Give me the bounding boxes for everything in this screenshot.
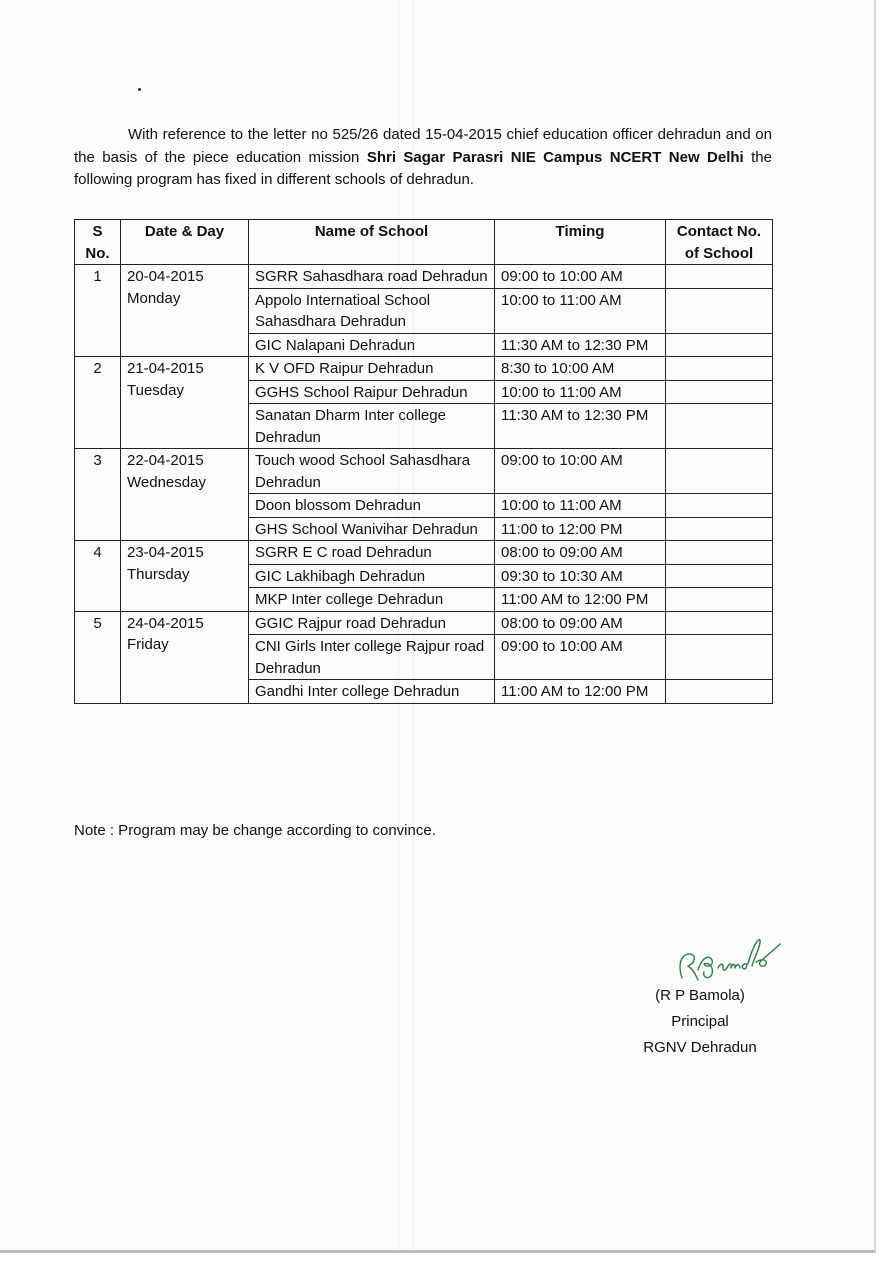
program-schedule-table xyxy=(74,219,773,704)
intro-text-2: the following program has fixed in different schools of dehradun. xyxy=(74,148,772,188)
timing-cell: 08:00 to 09:00 AM xyxy=(495,611,666,635)
contact-number-cell xyxy=(666,333,773,357)
timing-cell: 09:00 to 10:00 AM xyxy=(495,449,666,494)
header-contact: Contact No. of School xyxy=(666,220,773,265)
signatory-block xyxy=(630,983,770,1061)
date-text: 20-04-2015 xyxy=(127,268,204,285)
timing-cell: 09:30 to 10:30 AM xyxy=(495,564,666,588)
table-header-row xyxy=(75,220,773,265)
table-body xyxy=(75,265,773,704)
timing-cell: 11:00 AM to 12:00 PM xyxy=(495,680,666,704)
serial-number-cell: 3 xyxy=(75,449,121,541)
contact-number-cell xyxy=(666,288,773,333)
timing-cell: 11:00 AM to 12:00 PM xyxy=(495,588,666,612)
serial-number-cell: 5 xyxy=(75,611,121,703)
timing-cell: 8:30 to 10:00 AM xyxy=(495,357,666,381)
date-day-cell xyxy=(121,541,249,612)
day-text: Monday xyxy=(127,289,181,307)
date-day-cell xyxy=(121,611,249,703)
serial-number-cell: 4 xyxy=(75,541,121,612)
signature-image xyxy=(668,918,788,988)
timing-cell: 11:30 AM to 12:30 PM xyxy=(495,333,666,357)
table-row xyxy=(75,357,773,381)
intro-text-1: With reference to the letter no 525/26 dated 15-04-2015 chief education officer dehradun and on the basis of the piece education mission xyxy=(74,126,772,166)
contact-number-cell xyxy=(666,541,773,565)
contact-number-cell xyxy=(666,494,773,518)
date-day-cell xyxy=(121,357,249,449)
school-name-cell: CNI Girls Inter college Rajpur road Dehradun xyxy=(249,635,495,680)
serial-number-cell: 2 xyxy=(75,357,121,449)
ink-speck xyxy=(138,88,141,91)
date-day-cell xyxy=(121,265,249,357)
school-name-cell: K V OFD Raipur Dehradun xyxy=(249,357,495,381)
timing-cell: 10:00 to 11:00 AM xyxy=(495,494,666,518)
timing-cell: 09:00 to 10:00 AM xyxy=(495,635,666,680)
date-text: 24-04-2015 xyxy=(127,614,204,632)
timing-cell: 11:30 AM to 12:30 PM xyxy=(495,404,666,449)
header-school-name: Name of School xyxy=(249,220,495,265)
serial-number-cell: 1 xyxy=(75,265,121,357)
date-text: 23-04-2015 xyxy=(127,544,204,561)
timing-cell: 11:00 to 12:00 PM xyxy=(495,517,666,541)
day-text: Wednesday xyxy=(127,473,206,491)
school-name-cell: GGIC Rajpur road Dehradun xyxy=(249,611,495,635)
school-name-cell: MKP Inter college Dehradun xyxy=(249,588,495,612)
intro-bold-text: Shri Sagar Parasri NIE Campus NCERT New Delhi xyxy=(366,148,744,166)
school-name-cell: SGRR Sahasdhara road Dehradun xyxy=(249,265,495,289)
signatory-designation: Principal xyxy=(671,1013,729,1030)
timing-cell: 08:00 to 09:00 AM xyxy=(495,541,666,565)
contact-number-cell xyxy=(666,449,773,494)
contact-number-cell xyxy=(666,564,773,588)
timing-cell: 10:00 to 11:00 AM xyxy=(495,380,666,404)
day-text: Tuesday xyxy=(127,381,184,399)
contact-number-cell xyxy=(666,680,773,704)
intro-paragraph xyxy=(74,124,772,192)
contact-number-cell xyxy=(666,380,773,404)
timing-cell: 09:00 to 10:00 AM xyxy=(495,265,666,289)
date-text: 22-04-2015 xyxy=(127,452,204,469)
contact-number-cell xyxy=(666,517,773,541)
day-text: Friday xyxy=(127,636,169,653)
header-timing: Timing xyxy=(495,220,666,265)
program-note: Note : Program may be change according to convince. xyxy=(74,822,436,839)
table-row xyxy=(75,449,773,494)
school-name-cell: Sanatan Dharm Inter college Dehradun xyxy=(249,404,495,449)
school-name-cell: GIC Lakhibagh Dehradun xyxy=(249,564,495,588)
school-name-cell: GGHS School Raipur Dehradun xyxy=(249,380,495,404)
table-row xyxy=(75,265,773,289)
school-name-cell: Touch wood School Sahasdhara Dehradun xyxy=(249,449,495,494)
table-row xyxy=(75,611,773,635)
table-row xyxy=(75,541,773,565)
signatory-organization: RGNV Dehradun xyxy=(643,1039,757,1056)
timing-cell: 10:00 to 11:00 AM xyxy=(495,288,666,333)
header-sno: S No. xyxy=(75,220,121,265)
date-text: 21-04-2015 xyxy=(127,360,204,377)
contact-number-cell xyxy=(666,404,773,449)
date-day-cell xyxy=(121,449,249,541)
header-date-day: Date & Day xyxy=(121,220,249,265)
school-name-cell: GIC Nalapani Dehradun xyxy=(249,333,495,357)
contact-number-cell xyxy=(666,357,773,381)
school-name-cell: Appolo Internatioal School Sahasdhara Dehradun xyxy=(249,288,495,333)
school-name-cell: GHS School Wanivihar Dehradun xyxy=(249,517,495,541)
contact-number-cell xyxy=(666,588,773,612)
school-name-cell: Doon blossom Dehradun xyxy=(249,494,495,518)
school-name-cell: Gandhi Inter college Dehradun xyxy=(249,680,495,704)
school-name-cell: SGRR E C road Dehradun xyxy=(249,541,495,565)
contact-number-cell xyxy=(666,611,773,635)
contact-number-cell xyxy=(666,265,773,289)
contact-number-cell xyxy=(666,635,773,680)
day-text: Thursday xyxy=(127,565,190,583)
signatory-name: (R P Bamola) xyxy=(655,987,745,1004)
